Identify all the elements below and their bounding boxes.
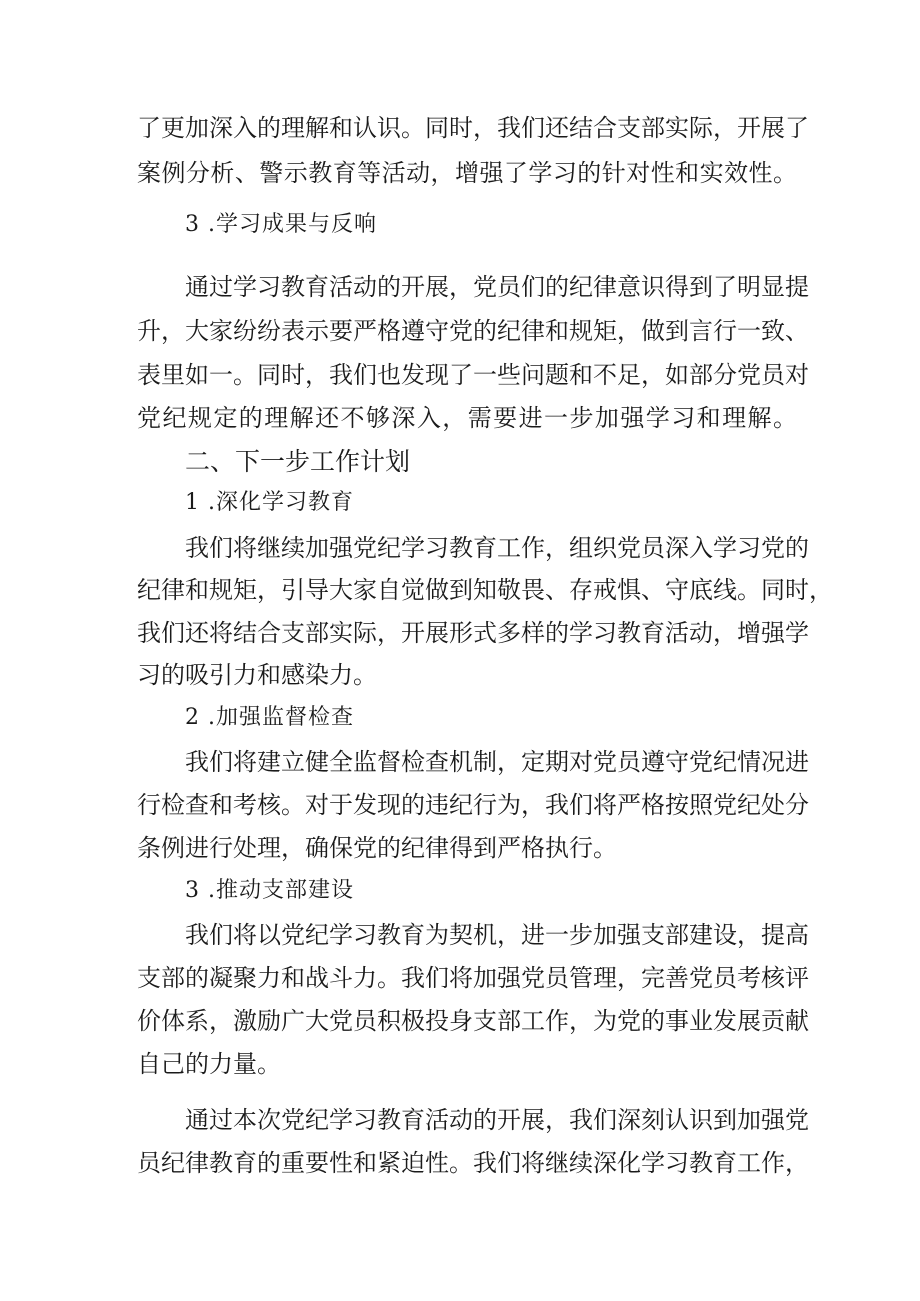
plan-2-title: 2 .加强监督检查 xyxy=(185,705,354,730)
paragraph-line: 我们还将结合支部实际，开展形式多样的学习教育活动，增强学 xyxy=(137,619,809,647)
paragraph-line: 通过本次党纪学习教育活动的开展，我们深刻认识到加强党 xyxy=(185,1106,809,1134)
paragraph-line: 价体系，激励广大党员积极投身支部工作，为党的事业发展贡献 xyxy=(137,1007,809,1035)
paragraph-line: 了更加深入的理解和认识。同时，我们还结合支部实际，开展了 xyxy=(137,114,809,142)
paragraph-line: 支部的凝聚力和战斗力。我们将加强党员管理，完善党员考核评 xyxy=(137,964,809,992)
paragraph-line: 员纪律教育的重要性和紧迫性。我们将继续深化学习教育工作， xyxy=(137,1149,809,1177)
section-heading: 二、下一步工作计划 xyxy=(185,447,411,476)
paragraph-line: 自己的力量。 xyxy=(137,1050,281,1078)
paragraph-line: 纪律和规矩，引导大家自觉做到知敬畏、存戒惧、守底线。同时， xyxy=(137,576,833,604)
paragraph-line: 党纪规定的理解还不够深入，需要进一步加强学习和理解。 xyxy=(137,404,797,432)
paragraph-line: 行检查和考核。对于发现的违纪行为，我们将严格按照党纪处分 xyxy=(137,791,809,819)
paragraph-line: 案例分析、警示教育等活动，增强了学习的针对性和实效性。 xyxy=(137,159,797,187)
paragraph-line: 表里如一。同时，我们也发现了一些问题和不足，如部分党员对 xyxy=(137,361,809,389)
plan-3-title: 3 .推动支部建设 xyxy=(185,878,354,903)
item-3-title: 3 .学习成果与反响 xyxy=(185,212,377,237)
paragraph-line: 我们将以党纪学习教育为契机，进一步加强支部建设，提高 xyxy=(185,921,809,949)
paragraph-line: 我们将建立健全监督检查机制，定期对党员遵守党纪情况进 xyxy=(185,748,809,776)
paragraph-line: 我们将继续加强党纪学习教育工作，组织党员深入学习党的 xyxy=(185,534,809,562)
paragraph-line: 习的吸引力和感染力。 xyxy=(137,661,377,689)
paragraph-line: 通过学习教育活动的开展，党员们的纪律意识得到了明显提 xyxy=(185,273,809,301)
paragraph-line: 升，大家纷纷表示要严格遵守党的纪律和规矩，做到言行一致、 xyxy=(137,317,809,345)
plan-1-title: 1 .深化学习教育 xyxy=(185,490,354,515)
paragraph-line: 条例进行处理，确保党的纪律得到严格执行。 xyxy=(137,834,617,862)
